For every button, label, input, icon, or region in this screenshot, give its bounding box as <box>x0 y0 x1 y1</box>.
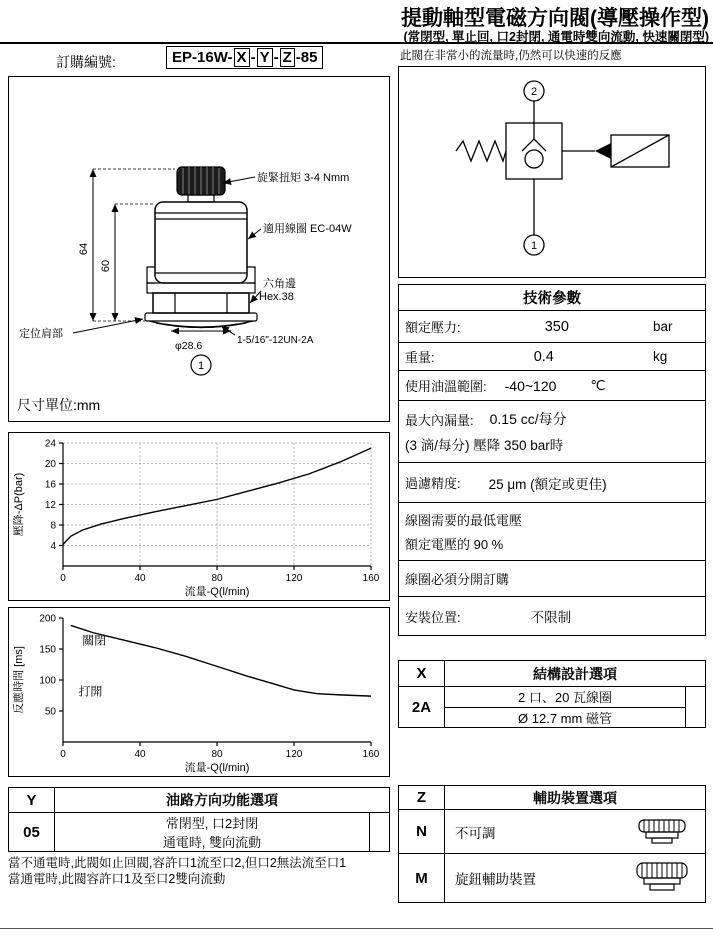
footer-rule <box>0 928 713 929</box>
coil-label: 適用線圈 EC-04W <box>263 223 352 235</box>
coil-order-label: 線圈必須分開訂購 <box>405 572 510 587</box>
svg-text:4: 4 <box>50 541 56 552</box>
y-option-row-code: 05 <box>9 813 55 851</box>
dim-64-label: 64 <box>78 242 90 256</box>
svg-text:壓降-ΔP(bar): 壓降-ΔP(bar) <box>13 472 25 537</box>
svg-text:0: 0 <box>60 749 66 760</box>
svg-text:8: 8 <box>50 520 56 532</box>
svg-text:40: 40 <box>134 749 146 760</box>
rated-pressure-unit: bar <box>653 319 673 334</box>
x-option-desc-line2: Ø 12.7 mm 磁管 <box>518 710 612 726</box>
filtration-label: 過濾精度: <box>405 476 461 491</box>
svg-text:40: 40 <box>134 573 146 584</box>
svg-text:16: 16 <box>44 479 56 491</box>
x-option-desc-line1: 2 口、20 瓦線圈 <box>445 687 685 708</box>
x-option-row-code: 2A <box>399 687 445 727</box>
header-rule <box>0 42 713 44</box>
oil-temp-value: -40~120 <box>504 377 557 394</box>
x-option-row-2a <box>399 687 705 727</box>
y-option-row-05 <box>9 813 389 851</box>
hex-size-label: Hex.38 <box>259 291 294 303</box>
z-options-title: 輔助裝置選項 <box>533 789 617 806</box>
page-title: 提動軸型電磁方向閥(導壓操作型) <box>401 7 709 30</box>
y-options-title: 油路方向功能選項 <box>166 792 278 808</box>
hydraulic-symbol-box <box>398 66 706 278</box>
pressure-drop-chart <box>9 433 387 598</box>
svg-text:50: 50 <box>44 706 56 718</box>
order-code-x: X <box>234 48 250 67</box>
response-time-chart-box <box>8 607 390 777</box>
pressure-drop-chart-box <box>8 432 390 601</box>
order-code-suffix: -85 <box>295 49 318 66</box>
z-option-row-n <box>399 810 705 854</box>
order-code <box>166 46 323 69</box>
max-leakage-note: (3 滴/每分) 壓降 350 bar時 <box>405 438 564 453</box>
svg-text:100: 100 <box>39 675 56 687</box>
x-options-title: 結構設計選項 <box>533 665 617 682</box>
z-options-table <box>398 785 706 903</box>
order-code-prefix: EP-16W- <box>172 49 233 66</box>
order-code-z: Z <box>280 48 295 67</box>
svg-text:0: 0 <box>60 573 66 584</box>
y-option-desc-line2: 通電時, 雙向流動 <box>162 835 262 850</box>
fixed-knob-icon <box>619 817 705 847</box>
page-subtitle: (常閉型, 單止回, 口2封閉, 通電時雙向流動, 快速關閉型) <box>403 30 709 44</box>
svg-text:80: 80 <box>211 573 223 584</box>
svg-text:流量-Q(l/min): 流量-Q(l/min) <box>184 586 250 598</box>
adjust-knob-icon <box>619 861 705 895</box>
coil-voltage-line1: 線圈需要的最低電壓 <box>405 513 523 528</box>
order-code-sep2: - <box>273 49 279 66</box>
svg-text:20: 20 <box>44 459 56 470</box>
fast-response-note: 此閥在非常小的流量時,仍然可以快速的反應 <box>400 50 622 62</box>
rated-pressure-value: 350 <box>544 318 569 335</box>
z-option-n-desc: 不可調 <box>455 825 496 841</box>
y-options-note-line2: 當通電時,此閥容許口1及至口2雙向流動 <box>8 872 226 886</box>
max-leakage-label: 最大內漏量: <box>405 412 474 428</box>
torque-label: 旋緊扭矩 3-4 Nmm <box>257 172 350 184</box>
svg-text:24: 24 <box>44 438 56 450</box>
coil-voltage-line2: 額定電壓的 90 % <box>405 537 504 552</box>
z-option-n-code: N <box>399 810 445 853</box>
weight-unit: kg <box>653 349 668 364</box>
z-option-m-desc: 旋鈕輔助裝置 <box>455 872 536 887</box>
rated-pressure-row <box>399 311 705 343</box>
z-option-row-m <box>399 854 705 902</box>
mounting-row <box>399 597 705 635</box>
port-1-marker: 1 <box>197 360 205 372</box>
svg-text:120: 120 <box>285 749 303 760</box>
y-option-tail-cell <box>369 813 389 851</box>
thread-spec-label: 1-5/16"-12UN-2A <box>237 335 314 346</box>
y-options-table <box>8 787 390 852</box>
z-options-code: Z <box>399 786 445 809</box>
dim-60-label: 60 <box>100 259 112 273</box>
mounting-value: 不限制 <box>530 610 572 625</box>
svg-text:80: 80 <box>211 749 223 760</box>
order-code-y: Y <box>257 48 273 67</box>
svg-text:160: 160 <box>362 573 380 584</box>
hex-side-label: 六角邊 <box>263 278 296 290</box>
mounting-label: 安裝位置: <box>405 609 461 625</box>
max-leakage-row <box>399 401 705 463</box>
dimension-unit-label: 尺寸單位:mm <box>17 397 101 413</box>
tech-params-title: 技術參數 <box>399 285 705 311</box>
symbol-port-1-marker: 1 <box>530 240 538 252</box>
weight-label: 重量: <box>405 350 435 365</box>
svg-text:流量-Q(l/min): 流量-Q(l/min) <box>184 762 250 774</box>
hydraulic-symbol <box>399 67 703 275</box>
coil-voltage-row <box>399 503 705 561</box>
oil-temp-row <box>399 371 705 401</box>
svg-text:關閉: 關閉 <box>82 633 107 648</box>
y-options-note-line1: 當不通電時,此閥如止回閥,容許口1流至口2,但口2無法流至口1 <box>8 856 347 870</box>
dimension-drawing-box <box>8 76 390 422</box>
filtration-value: 25 μm (額定或更佳) <box>488 476 607 492</box>
oil-temp-unit: ℃ <box>590 377 606 393</box>
diameter-label: φ28.6 <box>175 340 203 352</box>
max-leakage-value: 0.15 cc/每分 <box>489 411 567 427</box>
tech-params-table <box>398 284 706 636</box>
oil-temp-label: 使用油溫範圍: <box>405 379 487 394</box>
response-time-chart <box>9 608 387 774</box>
svg-text:打開: 打開 <box>78 684 103 699</box>
symbol-port-2-marker: 2 <box>530 86 538 98</box>
x-options-table <box>398 660 706 728</box>
y-option-desc-line1: 常閉型, 口2封閉 <box>165 816 259 831</box>
svg-text:150: 150 <box>39 644 56 656</box>
order-code-sep1: - <box>250 49 256 66</box>
coil-order-row <box>399 561 705 597</box>
order-number-label: 訂購編號: <box>56 54 116 70</box>
z-option-m-code: M <box>399 854 445 902</box>
svg-text:200: 200 <box>39 613 56 625</box>
valve-dimension-drawing <box>9 77 389 420</box>
svg-text:120: 120 <box>285 573 303 584</box>
svg-text:160: 160 <box>362 749 380 760</box>
svg-text:反應時間 [ms]: 反應時間 [ms] <box>13 646 25 714</box>
weight-value: 0.4 <box>533 348 554 365</box>
x-options-code: X <box>399 661 445 686</box>
x-option-tail-cell <box>685 687 705 727</box>
locating-shoulder-label: 定位肩部 <box>19 328 63 340</box>
rated-pressure-label: 額定壓力: <box>405 320 461 335</box>
svg-text:12: 12 <box>44 500 56 511</box>
filtration-row <box>399 463 705 503</box>
y-options-code: Y <box>9 788 55 812</box>
weight-row <box>399 343 705 371</box>
